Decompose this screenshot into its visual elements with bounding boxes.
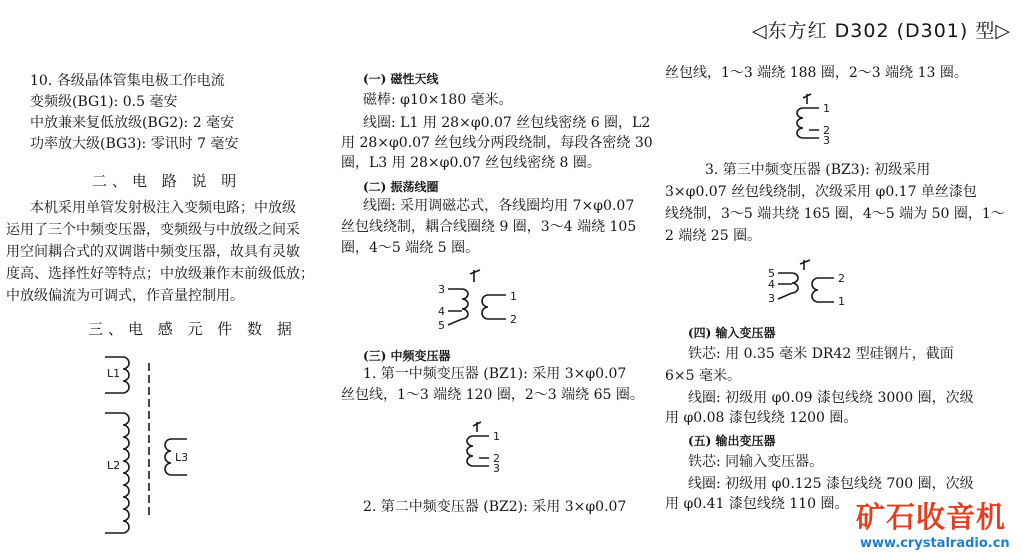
bg2-current: 中放兼来复低放级(BG2): 2 毫安 [30, 115, 235, 131]
paragraph-line: 运用了三个中频变压器，变频级与中放级之间采 [6, 222, 300, 238]
watermark-url: www.crystalradio.cn [860, 536, 1010, 551]
text-line: 2. 第二中频变压器 (BZ2): 采用 3×φ0.07 [363, 499, 627, 515]
text-line: 丝包线绕制，耦合线圈绕 9 圈，3～4 端绕 105 [341, 219, 637, 235]
if-transformer-2-diagram [785, 92, 855, 147]
label-l3: L3 [175, 451, 189, 464]
text-line: 1. 第一中频变压器 (BZ1): 采用 3×φ0.07 [363, 366, 627, 382]
pin-3-label: 3 [438, 283, 445, 296]
watermark-logo-text: 矿石收音机 [856, 500, 1007, 534]
subsection-heading: (五) 输出变压器 [688, 434, 776, 448]
text-line: 铁芯: 同输入变压器。 [688, 454, 824, 470]
oscillator-coil-diagram [438, 268, 538, 338]
secondary-winding [482, 295, 506, 319]
subsection-heading: (二) 振荡线圈 [363, 180, 439, 194]
paragraph-line: 度高、选择性好等特点；中放级兼作末前级低放； [6, 266, 314, 282]
pin-2-label: 2 [493, 452, 500, 465]
item-10-heading: 10. 各级晶体管集电极工作电流 [30, 73, 225, 89]
tuning-core-arrow [473, 422, 481, 432]
if-transformer-3-diagram [768, 258, 868, 318]
pin-2-label: 2 [838, 272, 845, 285]
subsection-heading: (一) 磁性天线 [363, 72, 439, 86]
pin-2-label: 2 [510, 313, 517, 326]
text-line: 线圈: 初级用 φ0.125 漆包线绕 700 圈，次级 [688, 476, 974, 492]
primary-winding [448, 289, 468, 325]
pin-4-label: 4 [768, 278, 775, 291]
pin-5-label: 5 [438, 319, 445, 332]
winding [467, 436, 489, 466]
coil-l2-winding [105, 413, 129, 533]
text-line: 线圈: 采用调磁芯式，各线圈均用 7×φ0.07 [363, 198, 635, 214]
subsection-heading: (三) 中频变压器 [363, 349, 451, 363]
text-line: 用 28×φ0.07 丝包线分两段绕制，每段各密绕 30 [341, 135, 653, 151]
text-line: 用 φ0.08 漆包线绕 1200 圈。 [665, 410, 858, 426]
winding [797, 108, 819, 138]
text-line: 磁棒: φ10×180 毫米。 [363, 92, 513, 108]
pin-3-label: 3 [493, 462, 500, 475]
tuning-core-arrow [800, 260, 810, 270]
text-line: 线圈: L1 用 28×φ0.07 丝包线密绕 6 圈，L2 [363, 115, 651, 131]
subsection-heading: (四) 输入变压器 [688, 326, 776, 340]
pin-2-label: 2 [823, 124, 830, 137]
tuning-core-arrow [803, 94, 811, 104]
page-title: ◁东方红 D302 (D301) 型▷ [752, 20, 1011, 42]
text-line: 3. 第三中频变压器 (BZ3): 初级采用 [705, 162, 931, 178]
primary-winding [778, 273, 798, 299]
label-l2: L2 [107, 459, 121, 472]
text-line: 2 端绕 25 圈。 [665, 228, 762, 244]
pin-3-label: 3 [823, 134, 830, 147]
section-heading-circuit: 二、电 路 说 明 [92, 172, 242, 190]
pin-4-label: 4 [438, 305, 445, 318]
tuning-core-arrow [470, 270, 480, 282]
paragraph-line: 用空间耦合式的双调谐中频变压器，故具有灵敏 [6, 244, 300, 260]
text-line: 铁芯: 用 0.35 毫米 DR42 型硅钢片，截面 [688, 346, 954, 362]
text-line: 丝包线，1～3 端绕 120 圈，2～3 端绕 65 圈。 [341, 387, 644, 403]
paragraph-line: 本机采用单管发射极注入变频电路；中放级 [30, 200, 296, 216]
bg3-current: 功率放大级(BG3): 零讯时 7 毫安 [30, 136, 239, 152]
text-line: 圈，4～5 端绕 5 圈。 [341, 240, 480, 256]
secondary-winding [812, 278, 834, 302]
text-line: 线圈: 初级用 φ0.09 漆包线绕 3000 圈，次级 [688, 390, 974, 406]
label-l1: L1 [107, 367, 121, 380]
text-line: 用 φ0.41 漆包线绕 110 圈。 [665, 496, 849, 512]
section-heading-inductors: 三、电 感 元 件 数 据 [88, 320, 297, 338]
if-transformer-1-diagram [455, 420, 525, 475]
paragraph-line: 中放级偏流为可调式，作音量控制用。 [6, 288, 244, 304]
text-line: 线绕制，3～5 端共绕 165 圈，4～5 端为 50 圈，1～ [665, 206, 1005, 222]
text-line: 圈，L3 用 28×φ0.07 丝包线密绕 8 圈。 [341, 155, 601, 171]
text-line: 丝包线，1～3 端绕 188 圈，2～3 端绕 13 圈。 [665, 65, 968, 81]
bg1-current: 变频级(BG1): 0.5 毫安 [30, 94, 178, 110]
antenna-coil-diagram [95, 355, 205, 525]
pin-1-label: 1 [493, 430, 500, 443]
pin-5-label: 5 [768, 267, 775, 280]
pin-1-label: 1 [823, 102, 830, 115]
text-line: 3×φ0.07 丝包线绕制，次级采用 φ0.17 单丝漆包 [665, 184, 977, 200]
pin-1-label: 1 [838, 295, 845, 308]
pin-3-label: 3 [768, 292, 775, 305]
text-line: 6×5 毫米。 [665, 368, 741, 384]
pin-1-label: 1 [510, 290, 517, 303]
